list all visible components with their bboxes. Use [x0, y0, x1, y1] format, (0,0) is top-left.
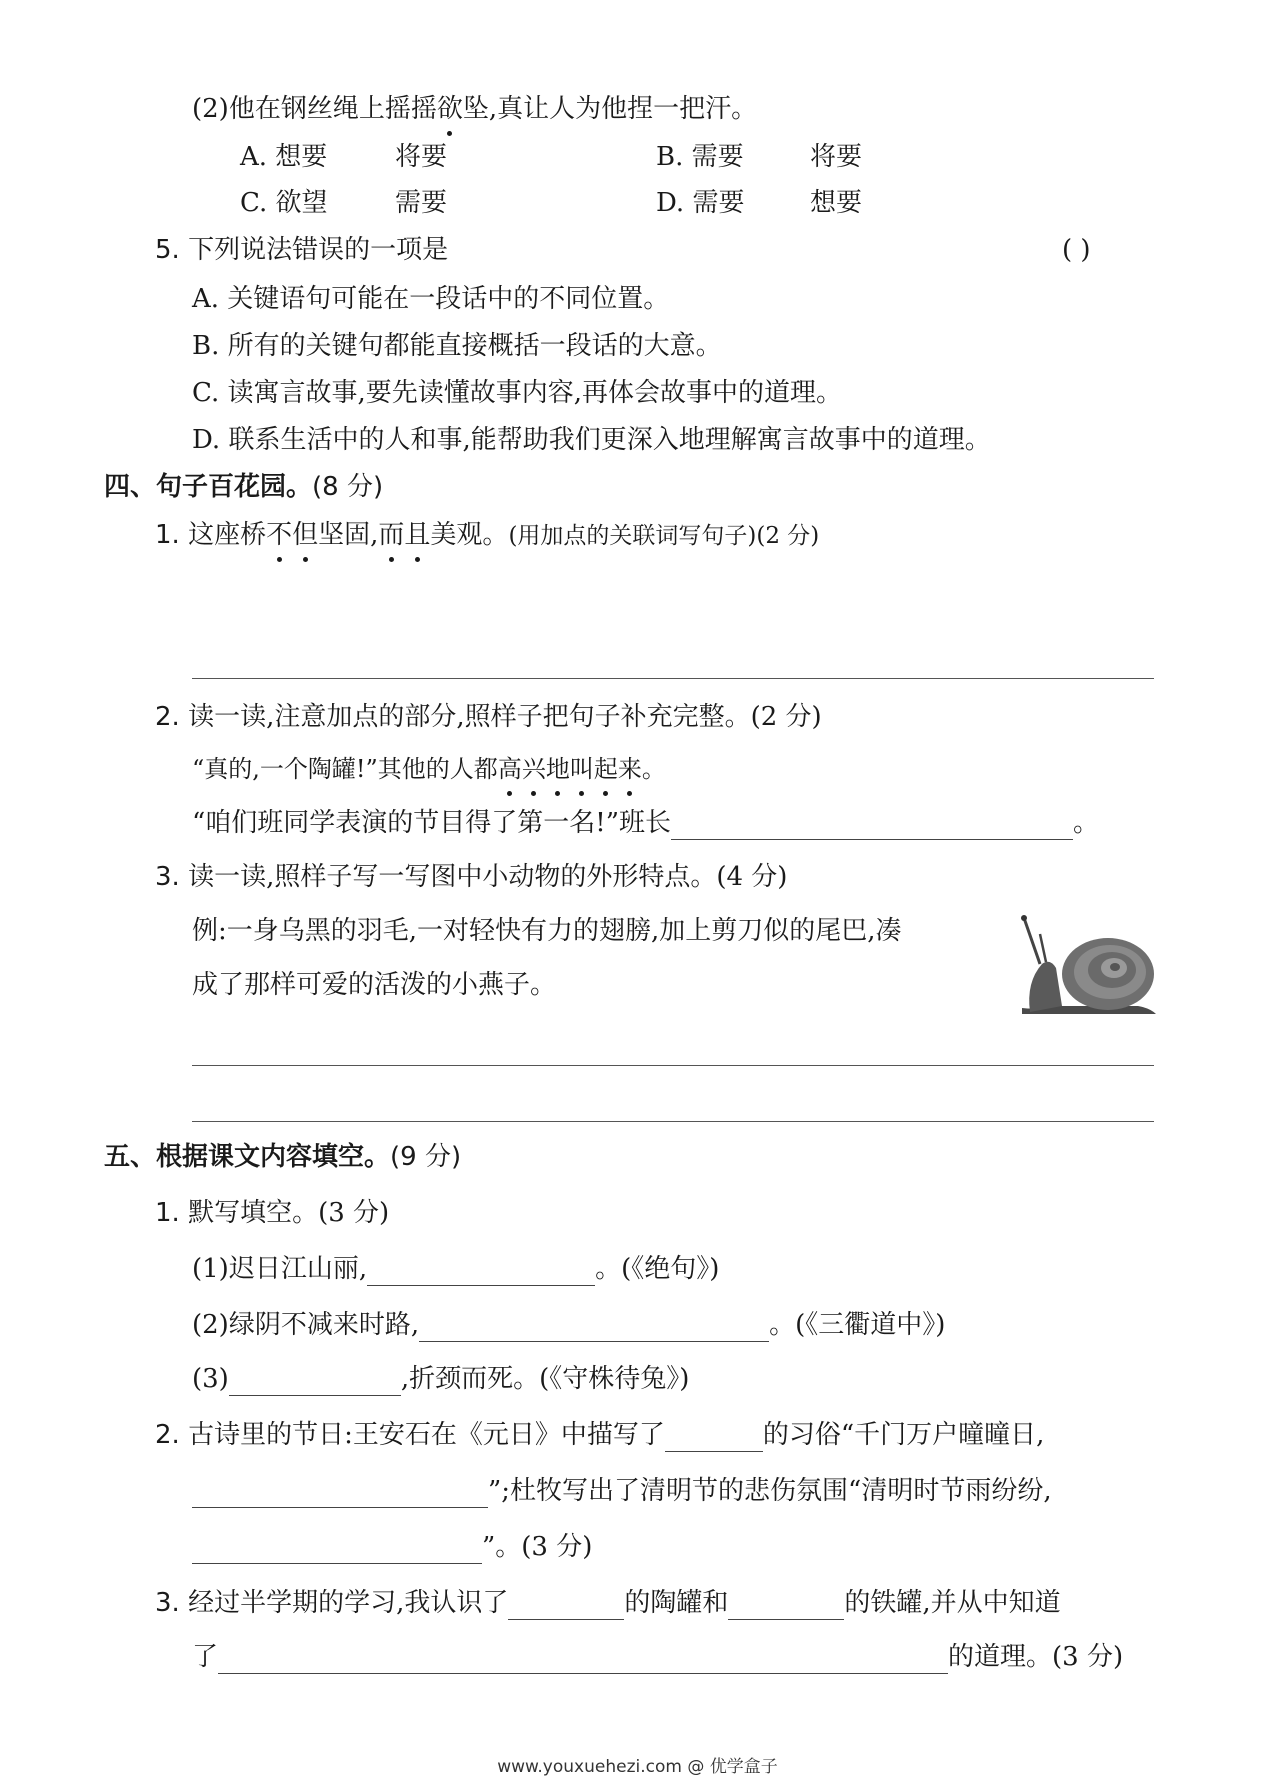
question-text: (2)他在钢丝绳上摇摇	[192, 94, 437, 124]
answer-line[interactable]	[192, 678, 1154, 679]
snail-image	[1018, 912, 1158, 1020]
emphasis-dot-char: 且	[404, 520, 431, 550]
emphasis-dot-char: 高	[498, 752, 522, 786]
s5-q2-line2: ”;杜牧写出了清明节的悲伤氛围“清明时节雨纷纷,	[192, 1474, 1052, 1508]
s5-q2-line3: ”。(3 分)	[192, 1530, 592, 1564]
section-title: 四、句子百花园。	[104, 472, 313, 502]
question-text: 坠,真让人为他捏一把汗。	[462, 94, 758, 124]
question-5	[155, 233, 448, 267]
answer-line[interactable]	[192, 1121, 1154, 1122]
s4-question-3: 3. 读一读,照样子写一写图中小动物的外形特点。(4 分)	[155, 862, 788, 892]
option-d-second: 想要	[810, 188, 863, 218]
option-a[interactable]: A. 想要	[240, 142, 328, 172]
fill-blank[interactable]	[419, 1315, 769, 1342]
s5-question-2: 2. 古诗里的节日:王安石在《元日》中描写了 的习俗“千门万户曈曈日,	[155, 1420, 1045, 1450]
s5-question-1: 1. 默写填空。(3 分)	[155, 1198, 390, 1228]
fill-blank[interactable]	[671, 813, 1073, 840]
s4-q3-example-line1: 例:一身乌黑的羽毛,一对轻快有力的翅膀,加上剪刀似的尾巴,凑	[192, 916, 902, 946]
s5-q1-line1: (1)迟日江山丽, 。(《绝句》)	[192, 1254, 720, 1284]
option-a-second: 将要	[395, 142, 448, 172]
q5-option-b[interactable]: B. 所有的关键句都能直接概括一段话的大意。	[192, 331, 722, 361]
fill-blank[interactable]	[508, 1593, 624, 1620]
question-note: (用加点的关联词写句子)(2 分)	[508, 523, 820, 549]
s4-question-2: 2. 读一读,注意加点的部分,照样子把句子补充完整。(2 分)	[155, 702, 822, 732]
s5-q1-line3: (3) ,折颈而死。(《守株待兔》)	[192, 1364, 690, 1394]
section-title: 五、根据课文内容填空。	[104, 1142, 391, 1172]
section-5-heading	[104, 1140, 461, 1174]
emphasis-dot-char: 起	[594, 752, 618, 786]
section-4-heading	[104, 470, 383, 504]
emphasis-dot-char: 叫	[570, 752, 594, 786]
question-text: 下列说法错误的一项是	[188, 235, 449, 265]
s5-q1-line2: (2)绿阴不减来时路, 。(《三衢道中》)	[192, 1310, 946, 1340]
emphasis-dot-char: 兴	[522, 752, 546, 786]
option-b[interactable]: B. 需要	[656, 142, 744, 172]
q5-option-a[interactable]: A. 关键语句可能在一段话中的不同位置。	[192, 284, 670, 314]
fill-blank[interactable]	[728, 1593, 844, 1620]
s4-q2-fill: “咱们班同学表演的节目得了第一名!”班长 。	[192, 808, 1100, 838]
option-c[interactable]: C. 欲望	[240, 188, 328, 218]
answer-line[interactable]	[192, 1065, 1154, 1066]
s4-q3-example-line2: 成了那样可爱的活泼的小燕子。	[192, 970, 557, 1000]
section-score: (8 分)	[312, 472, 384, 502]
s4-q2-example: “真的,一个陶罐!”其他的人都高兴地叫起来。	[192, 752, 666, 786]
q5-option-c[interactable]: C. 读寓言故事,要先读懂故事内容,再体会故事中的道理。	[192, 378, 843, 408]
fill-blank[interactable]	[665, 1425, 763, 1452]
question-4-2	[192, 92, 757, 126]
option-c-second: 需要	[395, 188, 448, 218]
option-b-second: 将要	[810, 142, 863, 172]
fill-blank[interactable]	[218, 1647, 948, 1674]
option-d[interactable]: D. 需要	[656, 188, 745, 218]
s5-q3-line2: 了 的道理。(3 分)	[192, 1642, 1124, 1672]
emphasis-dot-char: 地	[546, 752, 570, 786]
s4-question-1: 1. 这座桥不但坚固,而且美观。(用加点的关联词写句子)(2 分)	[155, 520, 820, 550]
q5-option-d[interactable]: D. 联系生活中的人和事,能帮助我们更深入地理解寓言故事中的道理。	[192, 425, 991, 455]
emphasis-dot-char: 而	[378, 520, 405, 550]
answer-parentheses[interactable]: ( )	[1062, 235, 1091, 265]
fill-blank[interactable]	[367, 1259, 595, 1286]
footer-watermark: www.youxuehezi.com @ 优学盒子	[497, 1757, 778, 1777]
fill-blank[interactable]	[229, 1369, 401, 1396]
emphasis-dot-char: 欲	[436, 94, 463, 124]
emphasis-dot-char: 但	[292, 520, 319, 550]
fill-blank[interactable]	[192, 1481, 488, 1508]
fill-blank[interactable]	[192, 1537, 482, 1564]
section-score: (9 分)	[390, 1142, 462, 1172]
emphasis-dot-char: 来	[618, 752, 642, 786]
question-number: 5.	[155, 235, 180, 265]
s5-question-3: 3. 经过半学期的学习,我认识了 的陶罐和 的铁罐,并从中知道	[155, 1588, 1061, 1618]
emphasis-dot-char: 不	[266, 520, 293, 550]
